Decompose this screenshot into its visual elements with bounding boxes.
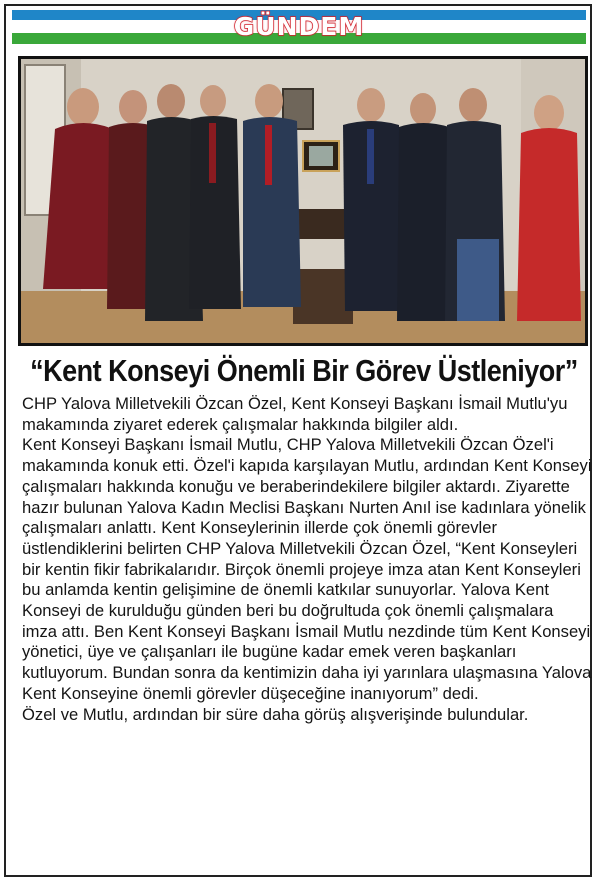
newspaper-clipping bbox=[4, 4, 592, 877]
article-paragraph-main: Kent Konseyi Başkanı İsmail Mutlu, CHP Yalova Milletvekili Özcan Özel'i makamında konuk etti. Özel'i kapıda karşılayan Mutlu, ardından Kent Konseyi çalışmaları hakkında konuğu ve beraberindekilere bilgiler aktardı. Ziyarette hazır bulunan Yalova Kadın Meclisi Başkanı Nurten Anıl ise kadınlara yönelik çalışmaları anlattı. Kent Konseylerinin illerde çok önemli görevler üstlendiklerini belirten CHP Yalova Milletvekili Özcan Özel, “Kent Konseyleri bir kentin fikir fabrikalarıdır. Birçok önemli projeye imza atan Kent Konseyleri bu anlamda kentin gelişimine de önemli katkılar sunuyorlar. Yalova Kent Konseyi de kurulduğu günden beri bu doğrultuda çok önemli çalışmalara imza attı. Ben Kent Konseyi Başkanı İsmail Mutlu nezdinde tüm Kent Konseyi yönetici, üye ve çalışanları ile bugüne kadar emek veren başkanları kutluyorum. Bundan sonra da kentimizin daha iyi yarınlara ulaşmasına Yalova Kent Konseyine önemli görevler düşeceğine inanıyorum” dedi. bbox=[22, 435, 592, 703]
group-photo bbox=[18, 56, 588, 346]
article-body bbox=[22, 394, 592, 725]
article-headline: “Kent Konseyi Önemli Bir Görev Üstleniyor” bbox=[30, 354, 578, 388]
article-paragraph-lead: CHP Yalova Milletvekili Özcan Özel, Kent Konseyi Başkanı İsmail Mutlu'yu makamında ziyaret ederek çalışmalar hakkında bilgiler aldı. bbox=[22, 394, 568, 434]
article-paragraph-closing: Özel ve Mutlu, ardından bir süre daha görüş alışverişinde bulundular. bbox=[22, 704, 529, 724]
section-label: GÜNDEM bbox=[233, 12, 365, 41]
section-banner bbox=[12, 10, 586, 44]
group-photo-image bbox=[21, 59, 585, 343]
